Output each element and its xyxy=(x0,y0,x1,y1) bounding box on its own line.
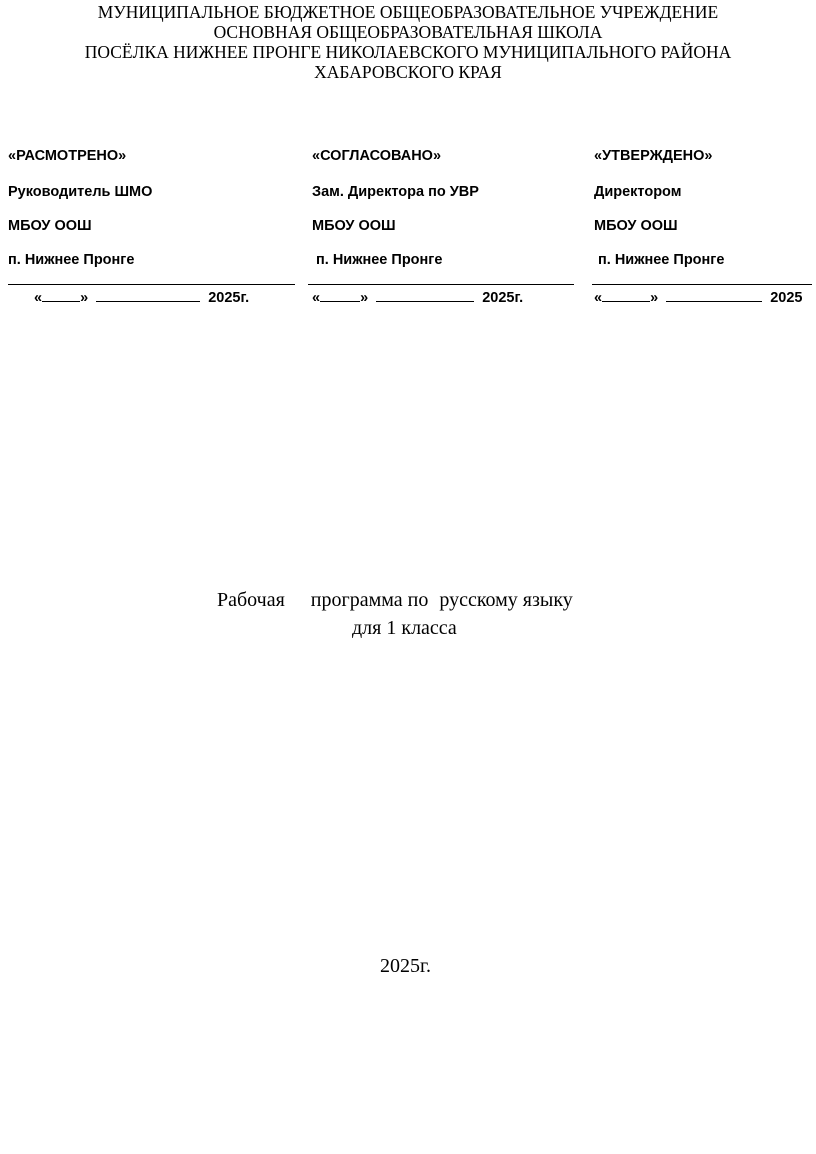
signature-rule xyxy=(592,284,812,285)
date-year: 2025 xyxy=(770,290,803,306)
date-quote-close: » xyxy=(360,290,369,306)
approval-stamp: «РАСМОТРЕНО» xyxy=(8,148,127,164)
signature-rule xyxy=(8,284,295,285)
approval-role: Руководитель ШМО xyxy=(8,184,153,200)
approval-org: МБОУ ООШ xyxy=(594,218,678,234)
approval-place: п. Нижнее Пронге xyxy=(8,252,135,268)
header-line-4: ХАБАРОВСКОГО КРАЯ xyxy=(314,62,502,82)
approval-date xyxy=(594,288,802,306)
day-blank xyxy=(602,288,650,302)
title-word-1: Рабочая xyxy=(217,589,285,611)
date-quote-open: « xyxy=(34,290,43,306)
approval-date xyxy=(34,288,249,306)
program-subtitle: для 1 класса xyxy=(352,617,457,639)
date-quote-close: » xyxy=(650,290,659,306)
approval-date xyxy=(312,288,523,306)
header-line-3: ПОСЁЛКА НИЖНЕЕ ПРОНГЕ НИКОЛАЕВСКОГО МУНИЦИПАЛЬНОГО РАЙОНА xyxy=(84,42,732,62)
date-quote-close: » xyxy=(80,290,89,306)
approval-org: МБОУ ООШ xyxy=(8,218,92,234)
approval-stamp: «УТВЕРЖДЕНО» xyxy=(594,148,713,164)
program-title xyxy=(217,588,573,612)
date-quote-open: « xyxy=(594,290,603,306)
signature-rule xyxy=(308,284,574,285)
header-line-2: ОСНОВНАЯ ОБЩЕОБРАЗОВАТЕЛЬНАЯ ШКОЛА xyxy=(213,22,603,42)
title-word-2: программа по xyxy=(310,589,429,611)
approval-role: Зам. Директора по УВР xyxy=(312,184,479,200)
school-header xyxy=(0,2,816,82)
approval-place: п. Нижнее Пронге xyxy=(316,252,443,268)
approval-place: п. Нижнее Пронге xyxy=(598,252,725,268)
header-line-1: МУНИЦИПАЛЬНОЕ БЮДЖЕТНОЕ ОБЩЕОБРАЗОВАТЕЛЬНОЕ УЧРЕЖДЕНИЕ xyxy=(97,2,719,22)
title-word-3: русскому языку xyxy=(439,589,573,611)
approval-stamp: «СОГЛАСОВАНО» xyxy=(312,148,442,164)
approval-org: МБОУ ООШ xyxy=(312,218,396,234)
approval-role: Директором xyxy=(594,184,682,200)
month-blank xyxy=(666,288,762,302)
date-quote-open: « xyxy=(312,290,321,306)
document-year: 2025г. xyxy=(380,955,431,977)
date-year: 2025г. xyxy=(482,290,524,306)
month-blank xyxy=(376,288,474,302)
month-blank xyxy=(96,288,200,302)
date-year: 2025г. xyxy=(208,290,250,306)
day-blank xyxy=(42,288,80,302)
day-blank xyxy=(320,288,360,302)
